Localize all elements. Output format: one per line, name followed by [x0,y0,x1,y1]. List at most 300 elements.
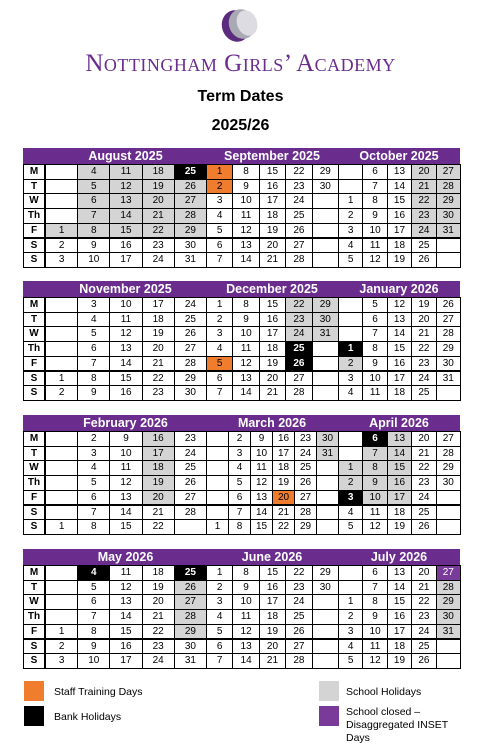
date-cell: 12 [387,297,412,313]
day-label: W [23,594,45,610]
day-label: T [23,446,45,462]
date-cell: 27 [294,490,317,506]
date-cell: 10 [362,223,387,239]
date-cell: 1 [338,460,363,476]
date-cell: 21 [411,326,436,342]
day-label: T [23,580,45,596]
date-cell: 7 [77,208,110,224]
date-cell: 2 [45,639,78,655]
calendar-block [23,549,460,668]
date-cell: 30 [174,238,207,254]
day-label: S [23,519,45,535]
date-cell: 10 [362,371,387,387]
date-cell: 2 [45,385,78,401]
date-cell: 24 [142,252,175,268]
date-cell: 29 [294,519,317,535]
date-cell: 6 [362,565,387,581]
date-cell: 31 [174,252,207,268]
date-cell: 4 [77,164,110,180]
date-cell: 9 [232,312,259,328]
day-label: W [23,326,45,342]
date-cell: 24 [142,653,175,669]
date-cell: 9 [362,356,387,372]
date-cell: 15 [109,624,142,640]
date-cell: 24 [411,223,436,239]
date-cell [45,580,78,596]
date-cell: 17 [387,624,412,640]
date-cell [45,341,78,357]
date-cell [206,505,229,521]
date-cell: 28 [285,252,312,268]
date-cell: 12 [362,252,387,268]
date-cell [206,490,229,506]
date-cell: 2 [338,475,363,491]
date-cell: 26 [285,624,312,640]
date-cell: 19 [411,297,436,313]
day-label: S [23,505,45,521]
date-cell: 21 [411,446,436,462]
date-cell: 7 [362,326,387,342]
date-cell: 16 [387,475,412,491]
date-cell: 29 [174,223,207,239]
date-cell: 25 [411,639,436,655]
date-cell: 11 [362,639,387,655]
date-cell: 16 [272,431,295,447]
date-cell: 4 [338,385,363,401]
date-cell: 15 [109,371,142,387]
date-cell: 30 [174,639,207,655]
date-cell [338,431,363,447]
date-cell: 18 [142,460,175,476]
date-cell: 16 [259,179,286,195]
date-cell: 25 [174,460,207,476]
date-cell: 17 [259,326,286,342]
date-cell [312,624,339,640]
date-cell [45,297,78,313]
date-cell: 17 [387,490,412,506]
date-cell: 26 [174,475,207,491]
date-cell: 27 [285,238,312,254]
date-cell: 29 [174,624,207,640]
date-cell: 23 [174,431,207,447]
date-cell: 28 [174,208,207,224]
date-cell: 28 [174,505,207,521]
date-cell: 23 [142,639,175,655]
date-cell: 24 [411,371,436,387]
day-label: F [23,223,45,239]
date-cell: 21 [411,179,436,195]
date-cell: 17 [142,297,175,313]
date-cell: 15 [259,164,286,180]
date-cell [312,385,339,401]
date-cell: 2 [45,238,78,254]
date-cell: 14 [232,385,259,401]
date-cell: 7 [206,252,233,268]
date-cell [338,446,363,462]
date-cell: 4 [206,609,233,625]
date-cell: 14 [109,356,142,372]
month-name: July 2026 [370,550,428,564]
date-cell [45,431,78,447]
date-cell [338,565,363,581]
date-cell: 21 [142,208,175,224]
date-cell [436,385,461,401]
date-cell: 5 [206,624,233,640]
date-cell: 28 [285,653,312,669]
day-label: M [23,431,45,447]
date-cell: 26 [174,326,207,342]
date-cell: 19 [142,326,175,342]
date-cell [338,580,363,596]
date-cell: 8 [77,624,110,640]
date-cell [312,594,339,610]
date-cell: 13 [387,312,412,328]
date-cell [312,371,339,387]
calendar-block [23,415,460,534]
date-cell: 10 [232,594,259,610]
day-label: W [23,193,45,209]
date-cell: 11 [109,164,142,180]
date-cell: 19 [387,653,412,669]
date-cell: 3 [206,326,233,342]
date-cell: 13 [232,238,259,254]
date-cell: 23 [285,312,312,328]
date-cell: 10 [232,326,259,342]
date-cell: 20 [142,490,175,506]
date-cell: 13 [387,565,412,581]
date-cell: 27 [174,490,207,506]
date-cell: 3 [338,371,363,387]
date-cell: 4 [206,208,233,224]
date-cell: 26 [411,252,436,268]
date-cell: 31 [436,624,461,640]
date-cell: 8 [362,193,387,209]
date-cell: 10 [109,446,142,462]
date-cell: 8 [362,594,387,610]
date-cell: 5 [77,475,110,491]
legend-swatch-inset [319,706,339,726]
date-cell [316,519,339,535]
date-cell: 28 [436,580,461,596]
date-cell: 30 [436,475,461,491]
date-cell: 27 [436,431,461,447]
month-name: May 2026 [97,550,154,564]
date-cell: 8 [232,164,259,180]
date-cell: 6 [77,490,110,506]
date-cell [45,594,78,610]
date-cell: 19 [387,519,412,535]
date-cell: 11 [109,312,142,328]
date-cell: 29 [436,460,461,476]
date-cell: 12 [362,653,387,669]
date-cell [45,490,78,506]
date-cell: 21 [142,356,175,372]
date-cell: 16 [387,356,412,372]
day-label: S [23,238,45,254]
date-cell: 7 [362,179,387,195]
day-label: S [23,252,45,268]
date-cell: 22 [411,193,436,209]
date-cell: 1 [45,223,78,239]
date-cell: 11 [362,505,387,521]
date-cell: 21 [272,505,295,521]
date-cell: 27 [436,565,461,581]
date-cell: 26 [174,179,207,195]
date-cell [312,208,339,224]
date-cell: 18 [272,460,295,476]
date-cell: 22 [142,519,175,535]
date-cell [45,609,78,625]
date-cell: 28 [436,326,461,342]
date-cell [206,431,229,447]
date-cell: 31 [436,371,461,387]
date-cell: 25 [411,505,436,521]
date-cell [436,252,461,268]
date-cell: 29 [436,341,461,357]
date-cell: 14 [250,505,273,521]
date-cell: 7 [206,653,233,669]
date-cell: 27 [174,193,207,209]
date-cell: 7 [362,580,387,596]
date-cell: 11 [232,341,259,357]
date-cell [312,193,339,209]
date-cell: 8 [228,519,251,535]
date-cell: 18 [259,341,286,357]
date-cell [45,565,78,581]
date-cell: 25 [174,312,207,328]
date-cell: 12 [109,179,142,195]
date-cell [312,653,339,669]
date-cell: 28 [174,609,207,625]
date-cell [436,505,461,521]
date-cell: 31 [174,653,207,669]
date-cell: 19 [259,356,286,372]
date-cell: 15 [250,519,273,535]
date-cell: 15 [387,594,412,610]
date-cell: 9 [362,609,387,625]
date-cell [45,164,78,180]
month-name: February 2026 [83,416,168,430]
date-cell: 15 [259,297,286,313]
date-cell: 13 [232,639,259,655]
day-label: F [23,490,45,506]
date-cell: 1 [206,565,233,581]
date-cell: 20 [411,164,436,180]
date-cell: 12 [250,475,273,491]
date-cell: 5 [77,179,110,195]
date-cell: 5 [77,326,110,342]
date-cell: 4 [77,565,110,581]
date-cell: 30 [316,431,339,447]
date-cell: 3 [338,624,363,640]
date-cell: 19 [142,179,175,195]
date-cell: 20 [259,238,286,254]
date-cell: 16 [109,385,142,401]
date-cell: 3 [338,490,363,506]
date-cell [316,505,339,521]
date-cell: 24 [285,193,312,209]
date-cell: 3 [77,297,110,313]
date-cell: 20 [142,594,175,610]
date-cell: 12 [232,223,259,239]
day-label: Th [23,609,45,625]
date-cell: 29 [312,565,339,581]
date-cell [45,312,78,328]
date-cell: 6 [77,594,110,610]
date-cell: 3 [45,252,78,268]
date-cell [45,460,78,476]
date-cell: 27 [436,312,461,328]
month-name: October 2025 [359,149,439,163]
date-cell: 24 [285,326,312,342]
date-cell: 19 [142,475,175,491]
date-cell [338,312,363,328]
day-label: F [23,356,45,372]
date-cell: 18 [387,385,412,401]
date-cell: 23 [411,475,436,491]
date-cell: 16 [109,238,142,254]
date-cell: 26 [285,223,312,239]
date-cell: 7 [206,385,233,401]
date-cell: 17 [259,594,286,610]
day-label: W [23,460,45,476]
date-cell: 10 [362,490,387,506]
day-label: T [23,312,45,328]
date-cell: 28 [174,356,207,372]
academic-year: 2025/26 [211,117,270,134]
date-cell: 19 [142,580,175,596]
date-cell: 12 [109,580,142,596]
date-cell: 29 [174,371,207,387]
date-cell: 10 [362,624,387,640]
date-cell [312,609,339,625]
date-cell: 7 [77,609,110,625]
date-cell: 22 [411,594,436,610]
date-cell [45,356,78,372]
date-cell: 29 [312,164,339,180]
day-label: Th [23,208,45,224]
date-cell: 22 [411,341,436,357]
date-cell [45,179,78,195]
date-cell: 25 [174,164,207,180]
date-cell: 18 [142,565,175,581]
date-cell: 17 [272,446,295,462]
date-cell: 5 [338,653,363,669]
date-cell: 12 [109,326,142,342]
date-cell: 1 [338,594,363,610]
date-cell [206,475,229,491]
month-name: November 2025 [79,282,172,296]
date-cell: 22 [142,624,175,640]
date-cell: 5 [206,356,233,372]
date-cell [436,490,461,506]
date-cell [45,446,78,462]
date-cell: 23 [285,179,312,195]
date-cell: 23 [294,431,317,447]
date-cell: 10 [77,252,110,268]
date-cell: 5 [206,223,233,239]
date-cell: 21 [259,385,286,401]
date-cell [312,223,339,239]
date-cell: 18 [142,312,175,328]
date-cell: 5 [338,252,363,268]
date-cell: 16 [387,609,412,625]
date-cell: 20 [259,639,286,655]
day-label: M [23,164,45,180]
date-cell: 4 [338,238,363,254]
date-cell: 9 [109,431,142,447]
date-cell: 2 [228,431,251,447]
date-cell: 17 [387,371,412,387]
date-cell: 14 [232,653,259,669]
date-cell: 6 [362,312,387,328]
date-cell: 27 [285,371,312,387]
date-cell: 16 [259,580,286,596]
day-label: M [23,297,45,313]
date-cell [45,475,78,491]
date-cell: 8 [77,519,110,535]
date-cell: 19 [259,624,286,640]
date-cell: 9 [232,179,259,195]
date-cell [312,356,339,372]
legend-label-inset: School closed – Disaggregated INSET Days [346,706,448,744]
date-cell: 15 [387,341,412,357]
date-cell: 5 [228,475,251,491]
date-cell: 21 [259,653,286,669]
date-cell: 27 [174,594,207,610]
date-cell: 23 [411,356,436,372]
date-cell: 13 [109,193,142,209]
date-cell: 20 [411,565,436,581]
date-cell: 25 [411,385,436,401]
date-cell: 24 [285,594,312,610]
date-cell: 14 [232,252,259,268]
date-cell: 1 [45,371,78,387]
date-cell: 21 [142,609,175,625]
date-cell: 30 [312,312,339,328]
date-cell [45,208,78,224]
date-cell: 23 [285,580,312,596]
date-cell: 16 [387,208,412,224]
date-cell [338,164,363,180]
date-cell: 22 [285,297,312,313]
date-cell: 10 [109,297,142,313]
date-cell: 17 [109,653,142,669]
date-cell: 11 [232,609,259,625]
date-cell: 2 [206,580,233,596]
date-cell: 11 [109,460,142,476]
date-cell: 26 [285,356,312,372]
date-cell: 1 [338,193,363,209]
date-cell: 9 [362,475,387,491]
date-cell [338,326,363,342]
date-cell: 26 [174,580,207,596]
date-cell: 26 [411,653,436,669]
date-cell: 17 [109,252,142,268]
date-cell: 15 [259,565,286,581]
date-cell: 8 [362,341,387,357]
date-cell: 3 [206,594,233,610]
date-cell: 24 [294,446,317,462]
date-cell: 25 [285,341,312,357]
date-cell: 13 [109,341,142,357]
date-cell: 12 [232,624,259,640]
date-cell: 30 [436,208,461,224]
date-cell: 5 [338,519,363,535]
date-cell: 8 [232,297,259,313]
date-cell [436,653,461,669]
legend-swatch-bank [24,706,44,726]
